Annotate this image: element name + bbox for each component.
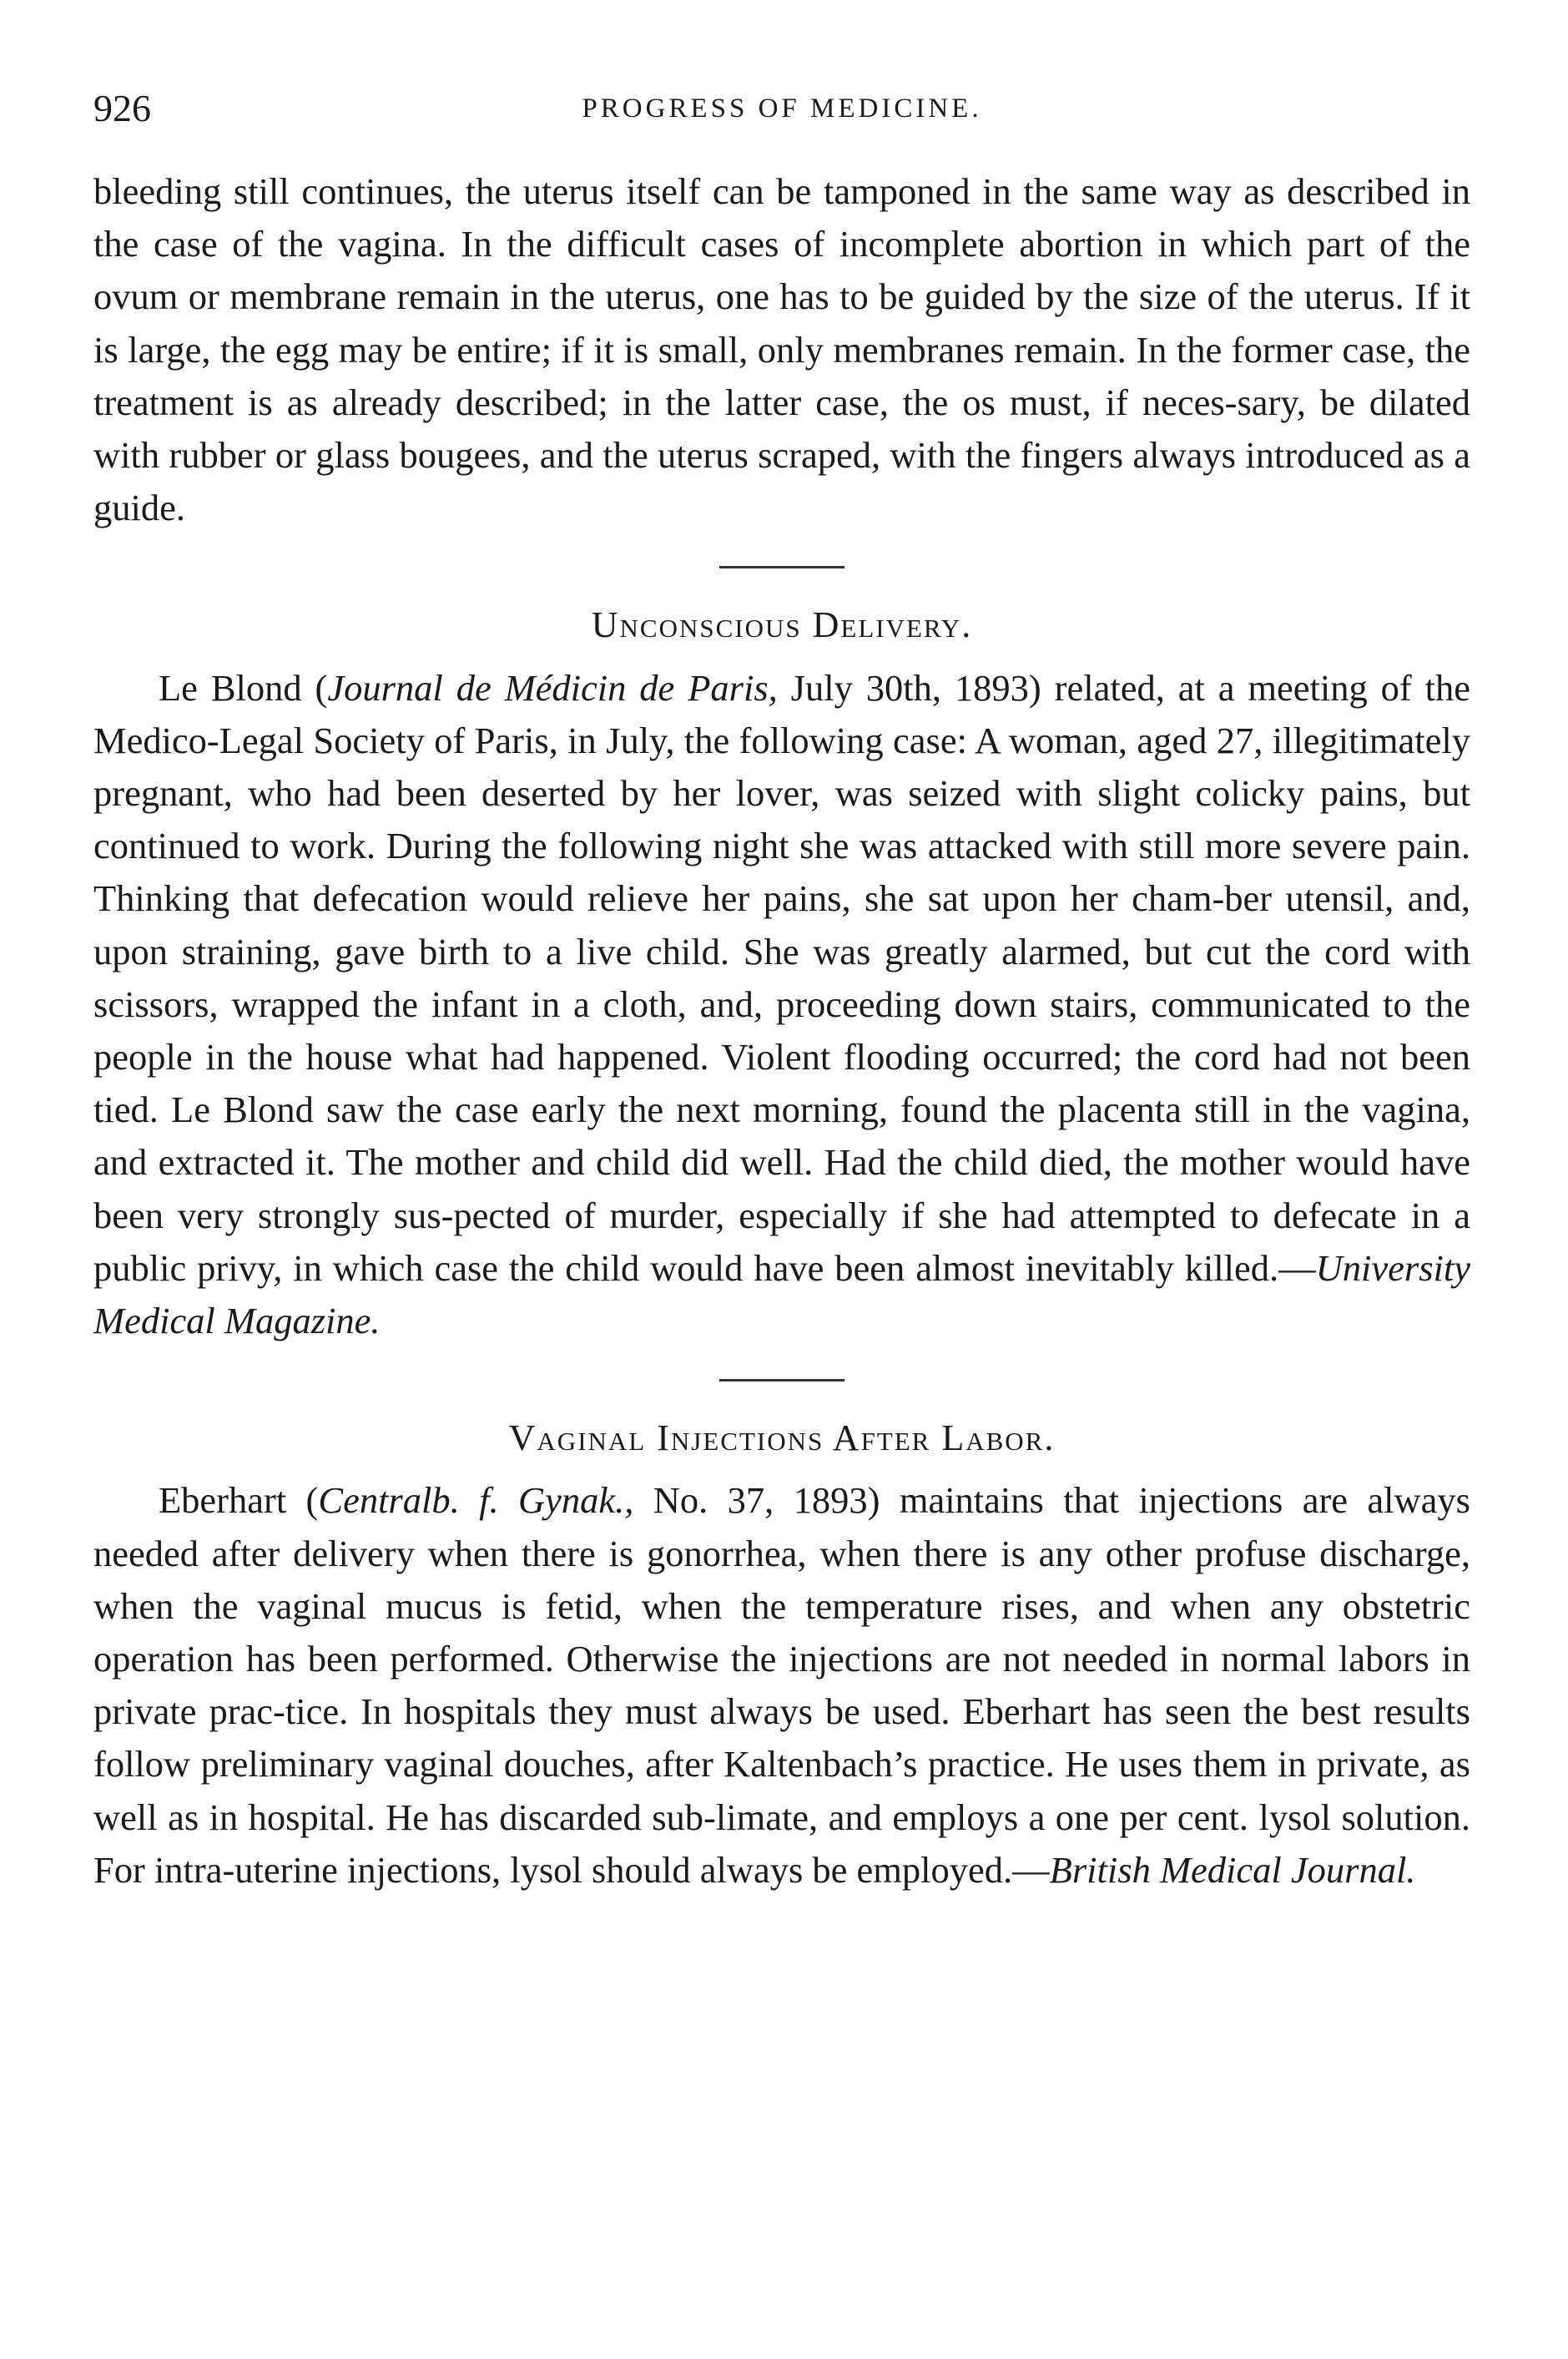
running-title: PROGRESS OF MEDICINE. [582, 93, 982, 124]
paragraph-continued: bleeding still continues, the uterus itself can be tamponed in the same way as described in the case of the vagina. In the difficult cases of incomplete abortion in which part of the ovum or membrane remain in the uterus, one has to be guided by the size of the uterus. If it is large, the egg may be entire; if it is small, only membranes remain. In the former case, the treatment is as already described; in the latter case, the os must, if neces-sary, be dilated with rubber or glass bougees, and the uterus scraped, with the fingers always introduced as a guide. [93, 170, 1470, 529]
source-citation: Centralb. f. Gynak., [318, 1479, 634, 1522]
paragraph-text: July 30th, 1893) related, at a meeting of the Medico-Legal Society of Paris, in July, the following case: A woman, aged 27, illegitimately pregnant, who had been deserted by her lover, was seized with slight colicky pains, but continued to work. During the following night she was attacked with still more severe pain. Thinking that defecation would relieve her pains, she sat upon her cham-ber utensil, and, upon straining, gave birth to a live child. She was greatly alarmed, but cut the cord with scissors, wrapped the infant in a cloth, and, proceeding down stairs, communicated to the people in the house what had happened. Violent flooding occurred; the cord had not been tied. Le Blond saw the case early the next morning, found the placenta still in the vagina, and extracted it. The mother and child did well. Had the child died, the mother would have been very strongly sus-pected of murder, especially if she had attempted to defecate in a public privy, in which case the child would have been almost inevitably killed.— [93, 666, 1470, 1289]
paragraph-unconscious-delivery [93, 662, 1470, 1348]
journal-citation: University Medical Magazine. [93, 1246, 1470, 1342]
paragraph-text: Eberhart ( [159, 1479, 319, 1522]
paragraph-text: No. 37, 1893) maintains that injections are always needed after delivery when there is gonorrhea, when there is any other profuse discharge, when the vaginal mucus is fetid, when the temperature rises, and when any obstetric operation has been performed. Otherwise the injections are not needed in normal labors in private prac-tice. In hospitals they must always be used. Eberhart has seen the best results follow preliminary vaginal douches, after Kaltenbach’s practice. He uses them in private, as well as in hospital. He has discarded sub-limate, and employs a one per cent. lysol solution. For intra-uterine injections, lysol should always be employed.— [93, 1479, 1470, 1891]
page-number: 926 [93, 87, 151, 129]
source-citation: Journal de Médicin de Paris, [327, 666, 778, 709]
page-header [93, 79, 1470, 138]
section-heading-vaginal-injections: Vaginal Injections After Labor. [508, 1417, 1056, 1459]
paragraph-text: Le Blond ( [159, 666, 328, 709]
section-heading-unconscious-delivery: Unconscious Delivery. [591, 604, 973, 646]
section-divider [719, 1379, 845, 1382]
page-body [93, 165, 1470, 1897]
section-divider [719, 566, 845, 568]
paragraph-vaginal-injections [93, 1474, 1470, 1897]
journal-citation: British Medical Journal. [1049, 1848, 1416, 1891]
